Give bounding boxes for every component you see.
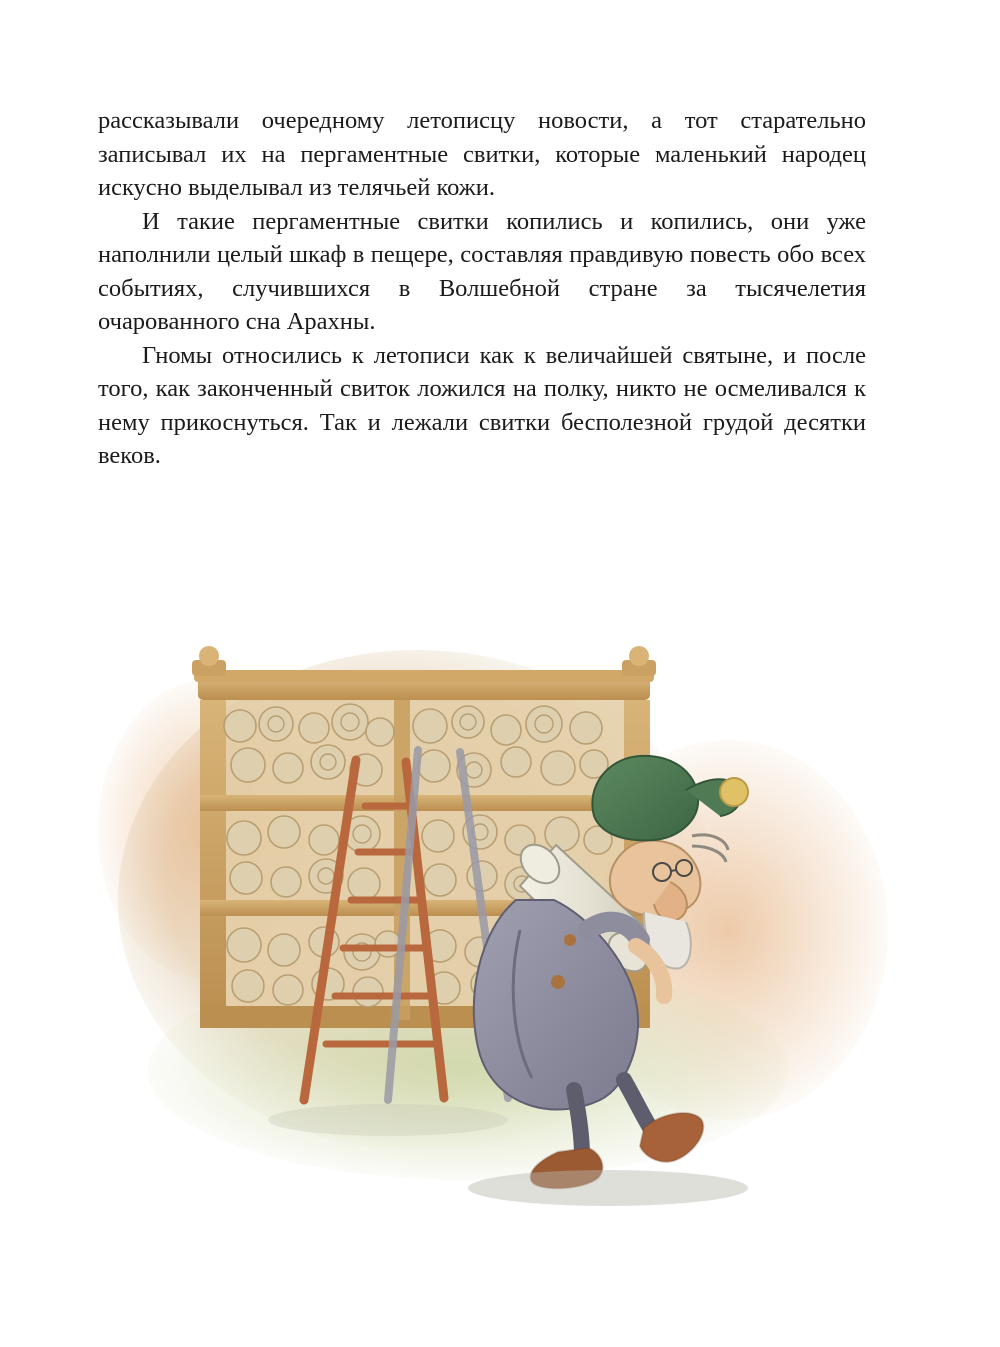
illustration <box>88 600 888 1210</box>
paragraph-1: рассказывали очередному летописцу новости, а тот старательно записывал их на пергаментные свитки, которые маленький народец искусно выделывал из телячьей кожи. <box>98 107 866 201</box>
ladder-shadow <box>268 1104 508 1136</box>
gnome-hat <box>592 756 698 840</box>
character-shadow <box>468 1170 748 1206</box>
paragraph-3: Гномы относились к летописи как к величайшей святыне, и после того, как законченный свиток ложился на полку, никто не осмеливался к нему прикоснуться. Так и лежали свитки бесполезной грудой десятки веков. <box>98 341 866 469</box>
illustration-artwork <box>88 600 888 1210</box>
body-text <box>98 104 866 473</box>
paragraph-2: И такие пергаментные свитки копились и копились, они уже наполнили целый шкаф в пещере, составляя правдивую повесть обо всех событиях, случившихся в Волшебной стране за тысячелетия очарованного сна Арахны. <box>98 207 866 335</box>
hat-bell <box>720 778 748 806</box>
